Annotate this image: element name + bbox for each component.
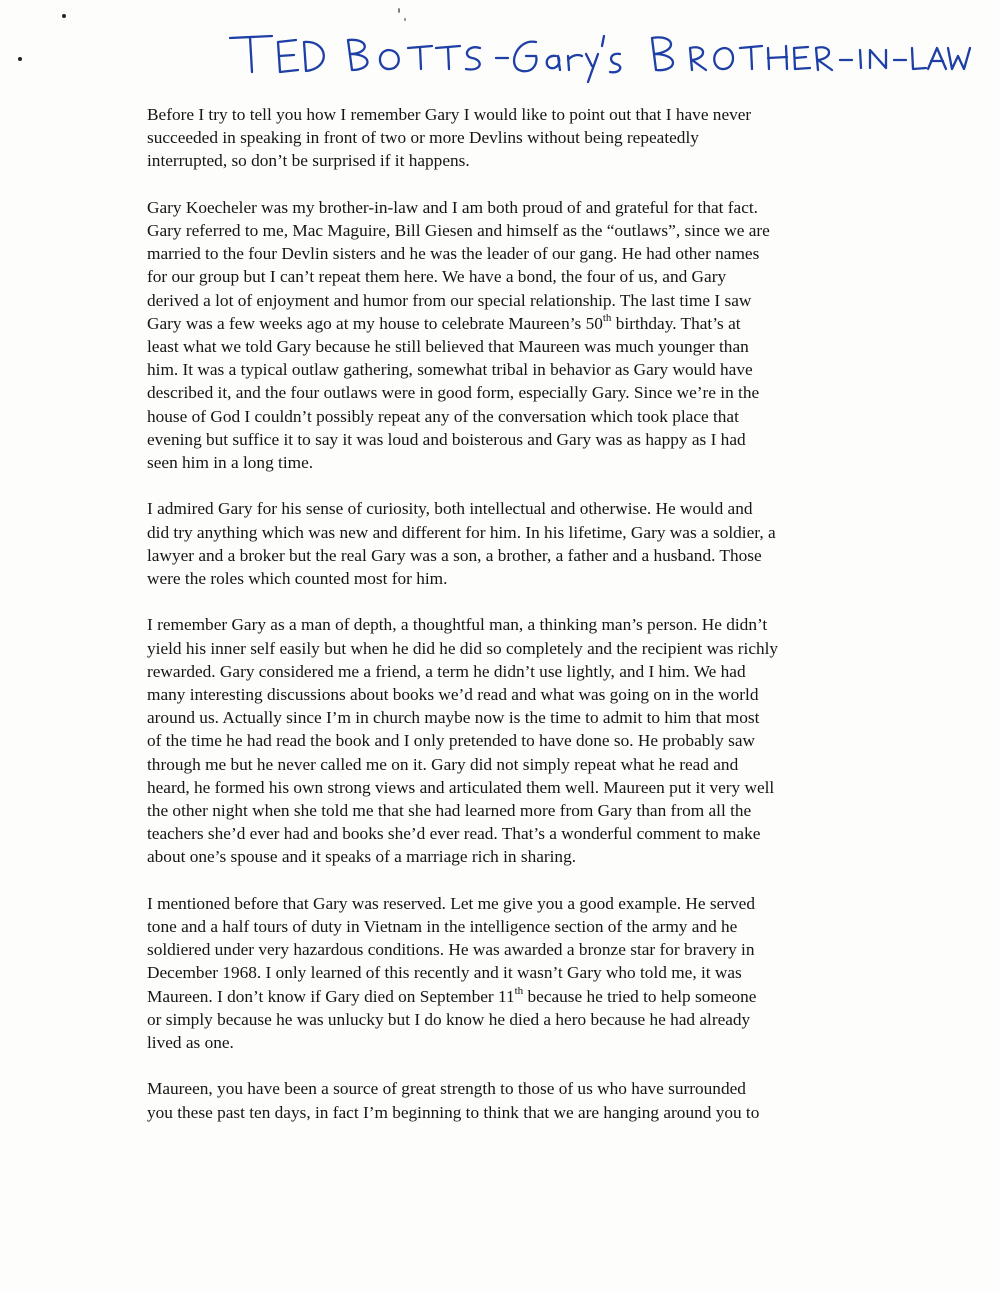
paragraph bbox=[147, 892, 867, 1054]
text-line bbox=[147, 1031, 867, 1054]
scan-speck bbox=[404, 18, 406, 21]
text-run: did try anything which was new and different for him. In his lifetime, Gary was a soldier, a bbox=[147, 522, 776, 542]
text-run: or simply because he was unlucky but I do know he died a hero because he had already bbox=[147, 1009, 751, 1029]
text-line bbox=[147, 149, 867, 172]
paragraph bbox=[147, 196, 867, 474]
text-run: teachers she’d ever had and books she’d ever read. That’s a wonderful comment to make bbox=[147, 824, 761, 844]
text-line bbox=[147, 1008, 867, 1031]
text-run: for our group but I can’t repeat them here. We have a bond, the four of us, and Gary bbox=[147, 267, 727, 287]
text-line bbox=[147, 845, 867, 868]
text-run: about one’s spouse and it speaks of a marriage rich in sharing. bbox=[147, 847, 577, 867]
text-line bbox=[147, 242, 867, 265]
text-run: birthday. That’s at bbox=[611, 313, 741, 333]
text-line bbox=[147, 776, 867, 799]
text-line bbox=[147, 428, 867, 451]
paragraph bbox=[147, 103, 867, 173]
text-line bbox=[147, 544, 867, 567]
text-line bbox=[147, 335, 867, 358]
text-run: house of God I couldn’t possibly repeat any of the conversation which took place that bbox=[147, 406, 739, 426]
text-run: you these past ten days, in fact I’m beginning to think that we are hanging around you to bbox=[147, 1102, 760, 1122]
text-line bbox=[147, 196, 867, 219]
text-line bbox=[147, 822, 867, 845]
text-line bbox=[147, 358, 867, 381]
text-line bbox=[147, 405, 867, 428]
text-run: described it, and the four outlaws were in good form, especially Gary. Since we’re in the bbox=[147, 383, 760, 403]
text-run: I admired Gary for his sense of curiosity, both intellectual and otherwise. He would and bbox=[147, 499, 753, 519]
text-run: I remember Gary as a man of depth, a thoughtful man, a thinking man’s person. He didn’t bbox=[147, 615, 768, 635]
text-run: through me but he never called me on it. Gary did not simply repeat what he read and bbox=[147, 754, 739, 774]
text-run: because he tried to help someone bbox=[523, 986, 757, 1006]
text-line bbox=[147, 219, 867, 242]
text-run: Maureen, you have been a source of great strength to those of us who have surrounded bbox=[147, 1079, 746, 1099]
text-run: the other night when she told me that she had learned more from Gary than from all the bbox=[147, 801, 752, 821]
text-line bbox=[147, 1077, 867, 1100]
text-line bbox=[147, 729, 867, 752]
text-run: derived a lot of enjoyment and humor from our special relationship. The last time I saw bbox=[147, 290, 752, 310]
text-run: heard, he formed his own strong views and articulated them well. Maureen put it very well bbox=[147, 777, 775, 797]
text-line bbox=[147, 103, 867, 126]
text-line bbox=[147, 613, 867, 636]
text-line bbox=[147, 265, 867, 288]
text-run: Gary Koecheler was my brother-in-law and I am both proud of and grateful for that fact. bbox=[147, 197, 758, 217]
text-run: around us. Actually since I’m in church maybe now is the time to admit to him that most bbox=[147, 708, 760, 728]
text-line bbox=[147, 753, 867, 776]
paragraph bbox=[147, 1077, 867, 1123]
ordinal-suffix: th bbox=[514, 984, 524, 997]
text-line bbox=[147, 637, 867, 660]
text-run: I mentioned before that Gary was reserved. Let me give you a good example. He served bbox=[147, 893, 755, 913]
text-run: Gary referred to me, Mac Maguire, Bill Giesen and himself as the “outlaws”, since we are bbox=[147, 221, 770, 240]
text-line bbox=[147, 961, 867, 984]
text-line bbox=[147, 312, 867, 335]
text-run: Gary was a few weeks ago at my house to celebrate Maureen’s 50 bbox=[147, 313, 603, 333]
text-run: Before I try to tell you how I remember Gary I would like to point out that I have never bbox=[147, 105, 752, 124]
scan-speck bbox=[62, 14, 66, 18]
scan-speck bbox=[18, 57, 22, 61]
text-run: lived as one. bbox=[147, 1033, 234, 1053]
text-run: married to the four Devlin sisters and he was the leader of our gang. He had other names bbox=[147, 244, 760, 264]
text-line bbox=[147, 451, 867, 474]
text-line bbox=[147, 892, 867, 915]
text-line bbox=[147, 985, 867, 1008]
text-run: soldiered under very hazardous conditions. He was awarded a bronze star for bravery in bbox=[147, 940, 755, 960]
text-run: interrupted, so don’t be surprised if it happens. bbox=[147, 151, 470, 171]
text-run: succeeded in speaking in front of two or more Devlins without being repeatedly bbox=[147, 128, 699, 148]
text-line bbox=[147, 126, 867, 149]
text-line bbox=[147, 567, 867, 590]
text-run: lawyer and a broker but the real Gary was a son, a brother, a father and a husband. Those bbox=[147, 545, 762, 565]
text-line bbox=[147, 706, 867, 729]
text-line bbox=[147, 915, 867, 938]
text-line bbox=[147, 381, 867, 404]
text-line bbox=[147, 521, 867, 544]
text-line bbox=[147, 497, 867, 520]
text-line bbox=[147, 938, 867, 961]
text-line bbox=[147, 799, 867, 822]
paragraph bbox=[147, 497, 867, 590]
text-run: rewarded. Gary considered me a friend, a term he didn’t use lightly, and I him. We had bbox=[147, 661, 746, 681]
text-line bbox=[147, 683, 867, 706]
text-line bbox=[147, 1101, 867, 1124]
letter-body bbox=[147, 103, 867, 1147]
scan-speck bbox=[398, 8, 400, 13]
text-run: yield his inner self easily but when he did he did so completely and the recipient was richly bbox=[147, 638, 779, 658]
text-run: Maureen. I don’t know if Gary died on September 11 bbox=[147, 986, 515, 1006]
text-run: of the time he had read the book and I only pretended to have done so. He probably saw bbox=[147, 731, 756, 751]
text-line bbox=[147, 289, 867, 312]
text-run: were the roles which counted most for him. bbox=[147, 569, 448, 589]
text-run: seen him in a long time. bbox=[147, 453, 314, 473]
text-run: least what we told Gary because he still believed that Maureen was much younger than bbox=[147, 337, 749, 357]
text-run: evening but suffice it to say it was loud and boisterous and Gary was as happy as I had bbox=[147, 429, 746, 449]
paragraph bbox=[147, 613, 867, 868]
text-run: many interesting discussions about books we’d read and what was going on in the world bbox=[147, 685, 759, 705]
text-line bbox=[147, 660, 867, 683]
text-run: him. It was a typical outlaw gathering, somewhat tribal in behavior as Gary would have bbox=[147, 360, 753, 380]
text-run: December 1968. I only learned of this recently and it wasn’t Gary who told me, it was bbox=[147, 963, 742, 983]
handwritten-title bbox=[200, 24, 960, 94]
handwritten-title-ink bbox=[200, 24, 960, 94]
ordinal-suffix: th bbox=[602, 312, 612, 325]
text-run: tone and a half tours of duty in Vietnam in the intelligence section of the army and he bbox=[147, 917, 738, 937]
